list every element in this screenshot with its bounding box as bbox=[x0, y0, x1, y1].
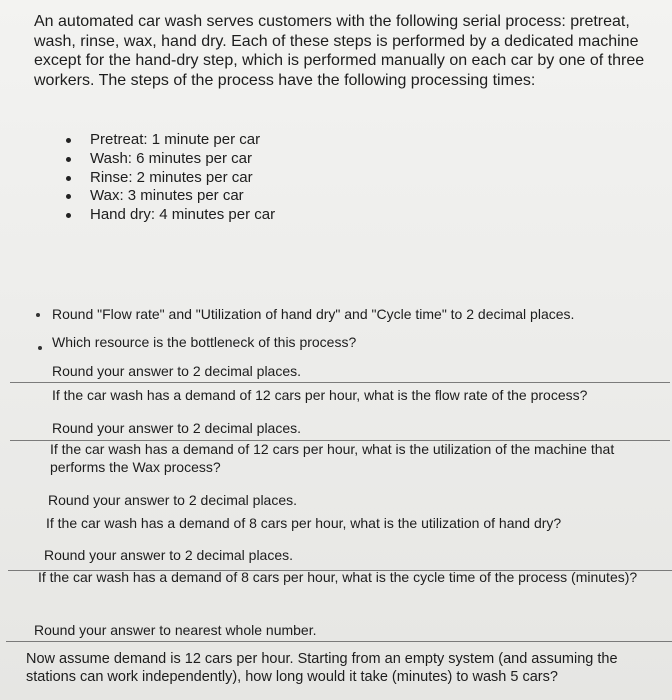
rounding-instruction: Round "Flow rate" and "Utilization of hand dry" and "Cycle time" to 2 decimal places. bbox=[52, 306, 575, 322]
list-item: Rinse: 2 minutes per car bbox=[66, 169, 275, 188]
question-bottleneck: Which resource is the bottleneck of this process? bbox=[52, 334, 357, 350]
question-flow-rate: If the car wash has a demand of 12 cars per hour, what is the flow rate of the process? bbox=[52, 387, 588, 403]
list-item: Wax: 3 minutes per car bbox=[66, 187, 275, 206]
bullet-icon bbox=[66, 194, 71, 199]
rounding-note: Round your answer to 2 decimal places. bbox=[52, 420, 302, 436]
processing-times-list bbox=[66, 131, 275, 225]
list-item: Pretreat: 1 minute per car bbox=[66, 131, 275, 150]
bullet-icon bbox=[38, 346, 42, 350]
question-wax-utilization: If the car wash has a demand of 12 cars per hour, what is the utilization of the machine that performs the Wax process? bbox=[50, 441, 615, 475]
question-hand-dry-utilization: If the car wash has a demand of 8 cars per hour, what is the utilization of hand dry? bbox=[46, 515, 562, 531]
bullet-icon bbox=[36, 313, 40, 317]
bullet-icon bbox=[66, 138, 71, 143]
bullet-icon bbox=[66, 157, 71, 162]
question-cycle-time: If the car wash has a demand of 8 cars per hour, what is the cycle time of the process (minutes)? bbox=[38, 569, 638, 585]
question-time-to-wash: Now assume demand is 12 cars per hour. Starting from an empty system (and assuming the stations can work independently), how long would it take (minutes) to wash 5 cars? bbox=[26, 651, 618, 685]
rounding-note: Round your answer to 2 decimal places. bbox=[44, 547, 294, 563]
bullet-icon bbox=[66, 213, 71, 218]
bullet-icon bbox=[66, 176, 71, 181]
divider bbox=[10, 382, 670, 383]
list-item: Wash: 6 minutes per car bbox=[66, 150, 275, 169]
rounding-note: Round your answer to 2 decimal places. bbox=[48, 492, 298, 508]
problem-intro: An automated car wash serves customers with the following serial process: pretreat, wash, rinse, wax, hand dry. Each of these steps is performed by a dedicated machine except for the hand-dry step, which is performed manually on each car by one of three workers. The steps of the process have the following processing times: bbox=[34, 13, 645, 89]
list-item: Hand dry: 4 minutes per car bbox=[66, 206, 275, 225]
divider bbox=[6, 641, 672, 642]
rounding-note: Round your answer to nearest whole number. bbox=[34, 622, 317, 638]
rounding-note: Round your answer to 2 decimal places. bbox=[52, 363, 302, 379]
